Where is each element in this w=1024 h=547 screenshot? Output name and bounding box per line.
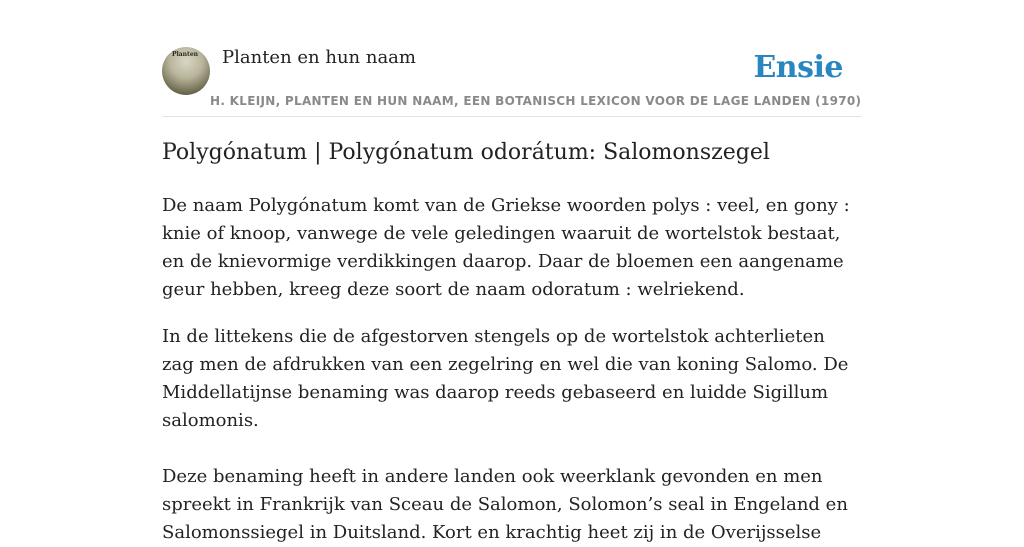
- header: [162, 46, 862, 117]
- entry-content: [162, 192, 862, 547]
- ensie-logo[interactable]: Ensie: [753, 50, 843, 85]
- book-cover-avatar[interactable]: [162, 47, 210, 95]
- paragraph: De naam Polygónatum komt van de Griekse woorden polys : veel, en gony : knie of knoop, vanwege de vele geledingen waaruit de wortelstok bestaat, en de knievormige verdikkingen daarop. Daar de bloemen een aangename geur hebben, kreeg deze soort de naam odoratum : welriekend.: [162, 195, 850, 300]
- source-citation: H. KLEIJN, PLANTEN EN HUN NAAM, EEN BOTANISCH LEXICON VOOR DE LAGE LANDEN (1970): [210, 94, 862, 108]
- book-cover-text: Planten: [172, 51, 198, 58]
- paragraph: In de littekens die de afgestorven stengels op de wortelstok achterlieten zag men de afdrukken van een zegelring en wel die van koning Salomo. De Middellatijnse benaming was daarop reeds gebaseerd en luidde Sigillum salomonis.: [162, 326, 849, 431]
- paragraph: Deze benaming heeft in andere landen ook weerklank gevonden en men spreekt in Frankrijk van Sceau de Salomon, Solomon’s seal in Engeland en Salomonssiegel in Duitsland. Kort en krachtig heet zij in de Overijsselse: [162, 466, 848, 543]
- entry-title: Polygónatum | Polygónatum odorátum: Salomonszegel: [162, 140, 770, 165]
- book-title[interactable]: Planten en hun naam: [222, 47, 416, 68]
